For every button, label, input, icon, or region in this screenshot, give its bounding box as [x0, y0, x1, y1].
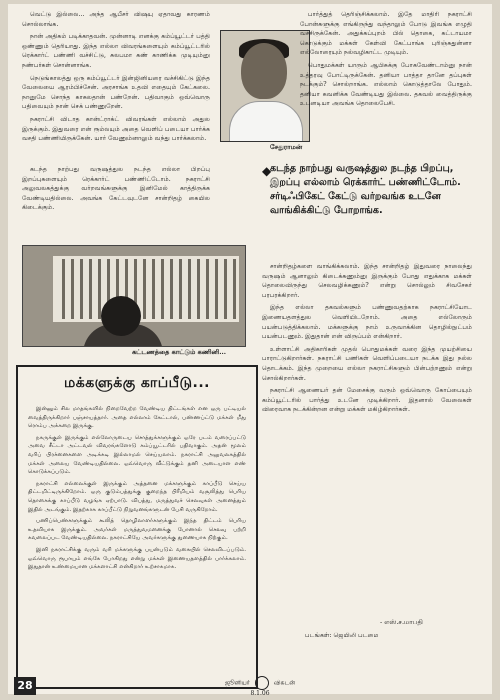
quote-marker-icon: ◆: [262, 164, 272, 178]
article-column-1: [22, 10, 210, 147]
photo-credit: படங்கள்: ஜெயிலி படமை: [305, 632, 379, 639]
paragraph: இனி நகராட்சிக்கு வரும் வரி மக்களுக்கு பயன்படும் வகையில் செலவிடப்படும். ஒவ்வொரு ரூபாயும் எங்கே போகிறது என்று மக்கள் இணையதளத்தில் பார்க்கலாம். இதுதான் உண்மையான மக்களாட்சி என்கிறார் உற்சாகமாக.: [28, 546, 246, 571]
portrait-caption: சேதுராமன்: [270, 143, 303, 151]
article-column-4: [262, 262, 472, 418]
issue-date: 8.1.06: [250, 690, 270, 697]
computer-photo-caption: கட்டணத்தை காட்டும் கணினி...: [132, 348, 227, 356]
paragraph: நகராட்சி ஆணையர் தன் மேசைக்கு வரும் ஒவ்வொரு கோப்பையும் கம்ப்யூட்டரில் பார்த்து உடனே முடிக்கிறார். இதனால் வேலைகள் விரைவாக நடக்கின்றன என்று மக்கள் மகிழ்கிறார்கள்.: [262, 387, 472, 414]
paragraph: கடந்த நாற்பது வருஷத்துல நடந்த எல்லா பிறப்பு இறப்புகளையும் ரெக்கார்ட் பண்ணிட்டோம். நகராட்சி அலுவலகத்துக்கு வர்றவங்களுக்கு இனிமேல் காத்திருக்க வேண்டியதில்லை. அவங்க கேட்டவுடனே சான்றிதழ் கையில கிடைக்கும்.: [22, 166, 210, 212]
insurance-sidebar: [16, 365, 258, 689]
person-head: [101, 296, 141, 336]
paragraph: பணிப்பெண்களுக்கும் கூலித் தொழிலாளர்களுக்கும் இந்த திட்டம் பெரிய உதவியாக இருக்கும். அவர்கள் மருத்துவமனைக்கு போனால் செலவு பற்றி கவலைப்பட வேண்டியதில்லை. நகராட்சியே அவர்களுக்கு துணையாக நிற்கும்.: [28, 518, 246, 542]
paragraph: நான் அதிகம் படிக்காதவன். முன்னாடி எனக்கு கம்ப்யூட்டர் பத்தி ஒண்ணும் தெரியாது. இந்த எல்லா விவரங்களையும் கம்ப்யூட்டரில் ரெக்கார்ட் பண்ணி வச்சிட்டு, சுலபமா கண் காணிக்க முடியும்னு நண்பர்கள் சொன்னாங்க.: [22, 33, 210, 69]
pull-quote-text: கடந்த நாற்பது வருஷத்துல நடந்த பிறப்பு, இறப்பு எல்லாம் ரெக்கார்ட் பண்ணிட்டோம். சர்டிஃபிகேட் கேட்டு வர்றவங்க உடனே வாங்கிக்கிட்டு போறாங்க.: [270, 163, 461, 216]
article-column-3: [22, 165, 210, 216]
paragraph: இன்னும் சில மாதங்களில் நிறைவேற்ற வேண்டிய திட்டங்கள் என ஒரு பட்டியல் வைத்திருக்கிறார் பஞ்சாயத்தார். அதை எல்லாம் கேட்டால், பண்ணப்ட்டு மக்கள் மீது ரொம்ப அக்கறை இருக்கு.: [28, 406, 246, 430]
paragraph: இந்த எல்லா தகவல்களும் பண்ணுவதற்காக நகராட்சியோட இணையதளத்துல வெளியிடறோம். அதை எல்லோரும் பயன்படுத்திக்கலாம். மக்களுக்கு நாம் உருவாக்கின தொழில்நுட்பம் பயன்படணும். இதுதான் என் விருப்பம் என்கிறார்.: [262, 304, 472, 341]
computer-photo: [22, 245, 246, 347]
paragraph: பொதுமக்கள் யாரும் ஆபிசுக்கு போகவேண்டாம்னு நான் உத்தரவு போட்டிருக்கேன். தனியா பாத்தா தானே தப்புகள் நடக்கும்? சொல்றாங்க. எல்லாம் கொடுத்தாலே போதும். தனியா கவனிக்க வேண்டியது இல்லை. தகவல் வைத்திருக்கு உடனடியா அவங்க தொலைபேசி.: [300, 61, 472, 108]
magazine-name-2: விகடன்: [273, 679, 296, 687]
paragraph: நகராட்சி விடாத கான்ட்ராக்ட் விவரங்கள் எல்லாம் அதுல இருக்கும். இதுவரை என் ரூம்லயும் அதை வெளிப் படையா பார்க்க வசதி பண்ணியிருக்கேன். யார் வேணும்னாலும் வந்து பார்க்கலாம்.: [22, 115, 210, 143]
sidebar-title: மக்களுக்கு காப்பீடு...: [64, 375, 210, 391]
paragraph: வெட்டு இல்லை... அந்த ஆபீசர் விஷயு ஏதாவது காரணம் சொல்லாங்க.: [22, 11, 210, 28]
page-number: 28: [14, 677, 36, 695]
portrait-shirt: [229, 101, 303, 142]
pull-quote: [262, 162, 474, 254]
window-grille: [53, 256, 239, 322]
paragraph: உள்ளாட்சி அதிகாரிகள் முதல் பொதுமக்கள் வரை இந்த முயற்சியை பாராட்டுகிறார்கள். நகராட்சி பணிகள் வெளிப்படையா நடக்க இது நல்ல தொடக்கம். இந்த முறையை எல்லா நகராட்சிகளும் பின்பற்றணும் என்று சொல்கிறார்கள்.: [262, 345, 472, 382]
sidebar-body: [28, 405, 246, 575]
magazine-logo-icon: [255, 676, 269, 690]
paragraph: நகருக்குள் இருக்கும் எல்லோருடைய சொத்துக்களுக்கும் ஒரே படம் வரைப்பட்டு அவை சீட்டா அட்டவல் விவரங்களோடு கம்ப்யூட்டரில் பதிவாகும். அதன் மூலம் வரிப் பிரச்னைகளை அடிக்கடி இல்லாமல் செய்யலாம். நகராட்சி அலுவலகத்தில் மக்கள் அலைய வேண்டியதில்லை. ஒவ்வொரு வீட்டுக்கும் தனி அடையாள எண் கொடுக்கப்படும்.: [28, 434, 246, 476]
paragraph: நெடுங்காலத்து ஒரு கம்ப்யூட்டர் இன்ஜினியரை வச்சிகிட்டு இந்த வேலையை ஆரம்பிச்சேன். அரசாங்க உதவி எதையும் கேட்கலை. நானுமே சொந்த காசுலதான் பண்றேன். பதிவாகும் ஒவ்வொரு பதிவையும் நான் செக் பண்ணுறேன்.: [22, 74, 210, 111]
paragraph: பார்த்துத் தெரிஞ்சிக்கலாம். இதே மாதிரி நகராட்சி போன்களுக்கு எங்கிருந்து வந்தாலும் போடு இவங்க எழுதி வச்சிருக்கேன். அதுக்கப்புறம் பில் தொகை, கட்டாயமா கொடுக்கும் மக்கள் கேள்வி கேட்பாங்க புரிஞ்சுதுன்னா எல்லோரையும் நல்வழிகாட்ட முடியும்.: [300, 11, 472, 57]
paragraph: நகராட்சி எல்லைக்குள் இருக்கும் அத்தனை மக்களுக்கும் காப்பீடு செய்ய திட்டமிட்டிருக்கிறோம். ஒரு குடும்பத்துக்கு குறைந்த பிரீமியம் வசூலித்து பெரிய தொகைக்கு காப்பீடு வழங்க ஏற்பாடு. விபத்து, மருத்துவச் செலவுகள் அனைத்தும் இதில் அடங்கும். இதற்காக காப்பீட்டு நிறுவனங்களுடன் பேசி வருகிறோம்.: [28, 480, 246, 513]
paragraph: சான்றிதழ்களை வாங்கிக்கலாம். இந்த சான்றிதழ் இதுவரை நாலைந்து வருஷம் ஆனாலும் கிடைக்கணும்னு இருக்கும் போது எதுக்காக மக்கள் தொலைவிருந்து செலவழிக்கணும்? என்று சொல்லும் சிவசேகர் பரபரக்கிறார்.: [262, 263, 472, 299]
portrait-face: [241, 43, 287, 99]
magazine-name: ஜூனியர்: [224, 679, 250, 687]
author-byline: - எஸ்.ச.மாபதி: [380, 618, 423, 626]
portrait-photo: [220, 30, 310, 142]
article-column-2: [300, 10, 472, 112]
magazine-footer: [200, 676, 320, 697]
